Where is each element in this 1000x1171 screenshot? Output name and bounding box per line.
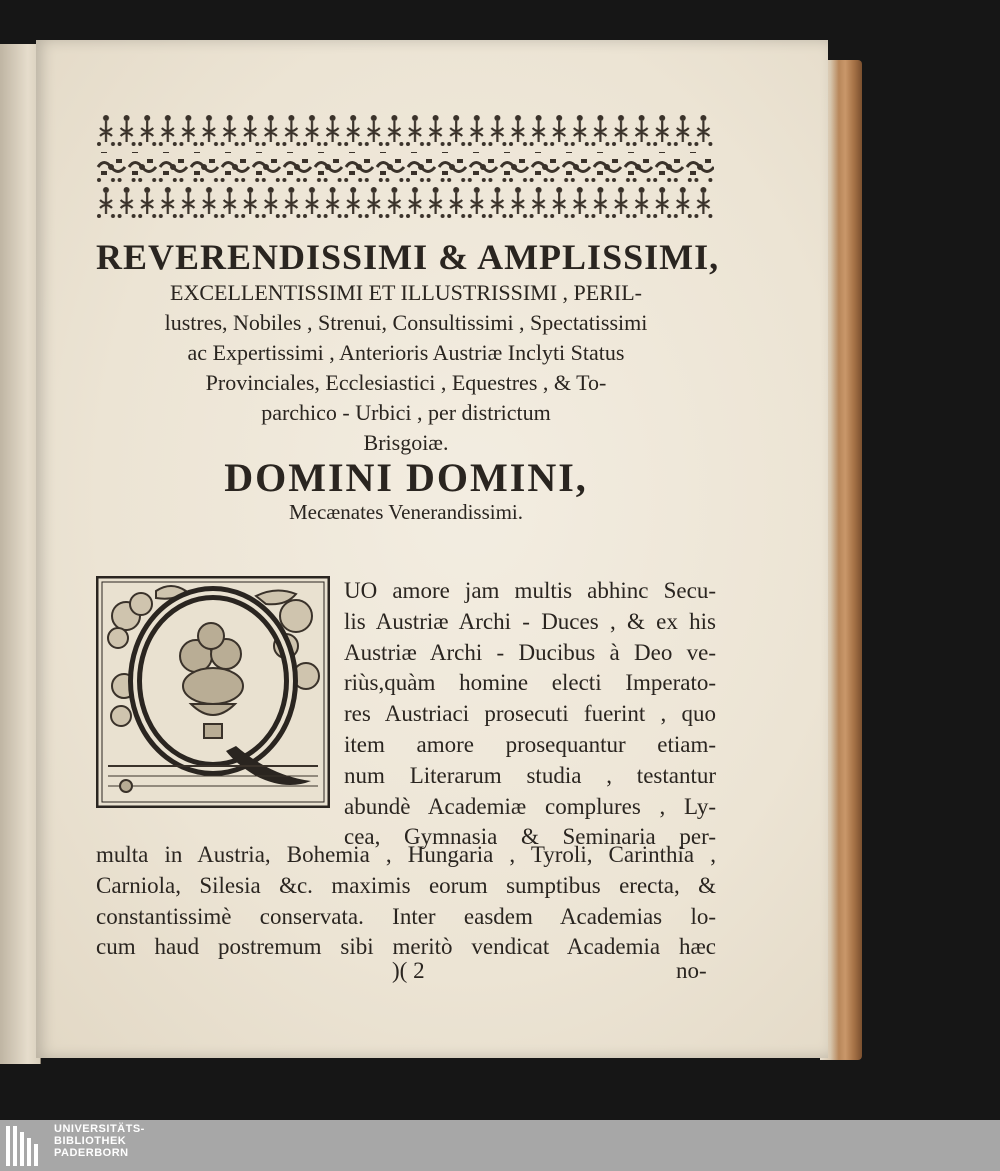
text-line: constantissimè conservata. Inter easdem Academias lo- xyxy=(96,903,716,929)
dedication-subtitle xyxy=(96,278,716,458)
text-line: multa in Austria, Bohemia , Hungaria , Tyroli, Carinthia , xyxy=(96,842,716,867)
body-text-column xyxy=(344,576,716,853)
library-name-line: PADERBORN xyxy=(54,1147,129,1159)
library-name xyxy=(54,1123,145,1159)
domini-heading: DOMINI DOMINI, xyxy=(224,455,588,500)
text-line: lis Austriæ Archi - Duces , & ex his xyxy=(344,608,716,634)
ornament-border xyxy=(96,112,714,222)
text-line: UO amore jam multis abhinc Secu- xyxy=(344,578,716,603)
text-line: cum haud postremum sibi meritò vendicat Academia hæc xyxy=(96,934,716,960)
subtitle-line: lustres, Nobiles , Strenui, Consultissimi , Spectatissimi xyxy=(164,310,648,335)
text-line: abundè Academiæ complures , Ly- xyxy=(344,793,716,819)
library-name-line: UNIVERSITÄTS- xyxy=(54,1123,145,1135)
text-line: item amore prosequantur etiam- xyxy=(344,731,716,757)
text-line: riùs,quàm homine electi Imperato- xyxy=(344,670,716,696)
text-line: Carniola, Silesia &c. maximis eorum sumptibus erecta, & xyxy=(96,872,716,898)
subtitle-line: parchico - Urbici , per districtum xyxy=(261,400,551,425)
text-line: res Austriaci prosecuti fuerint , quo xyxy=(344,701,716,727)
library-name-line: BIBLIOTHEK xyxy=(54,1135,127,1147)
library-banner xyxy=(0,1120,1000,1171)
left-page-edge xyxy=(0,44,41,1064)
dedication-title: REVERENDISSIMI & AMPLISSIMI, xyxy=(96,237,720,277)
library-logo-icon xyxy=(6,1126,44,1166)
maecenates-line: Mecænates Venerandissimi. xyxy=(288,500,524,524)
text-line: num Literarum studia , testantur xyxy=(344,762,716,788)
decorated-initial-q-icon xyxy=(96,576,330,808)
body-text-full xyxy=(96,840,716,963)
catchword: no- xyxy=(676,958,707,983)
subtitle-line: EXCELLENTISSIMI ET ILLUSTRISSIMI , PERIL- xyxy=(170,280,642,305)
text-line: Austriæ Archi - Ducibus à Deo ve- xyxy=(344,639,716,665)
text-line: cea, Gymnasia & Seminaria per- xyxy=(344,824,716,850)
signature-mark: )( 2 xyxy=(392,958,425,983)
subtitle-line: Provinciales, Ecclesiastici , Equestres , & To- xyxy=(205,370,607,395)
subtitle-line: Brisgoiæ. xyxy=(363,430,449,455)
subtitle-line: ac Expertissimi , Anterioris Austriæ Inclyti Status xyxy=(187,340,625,365)
